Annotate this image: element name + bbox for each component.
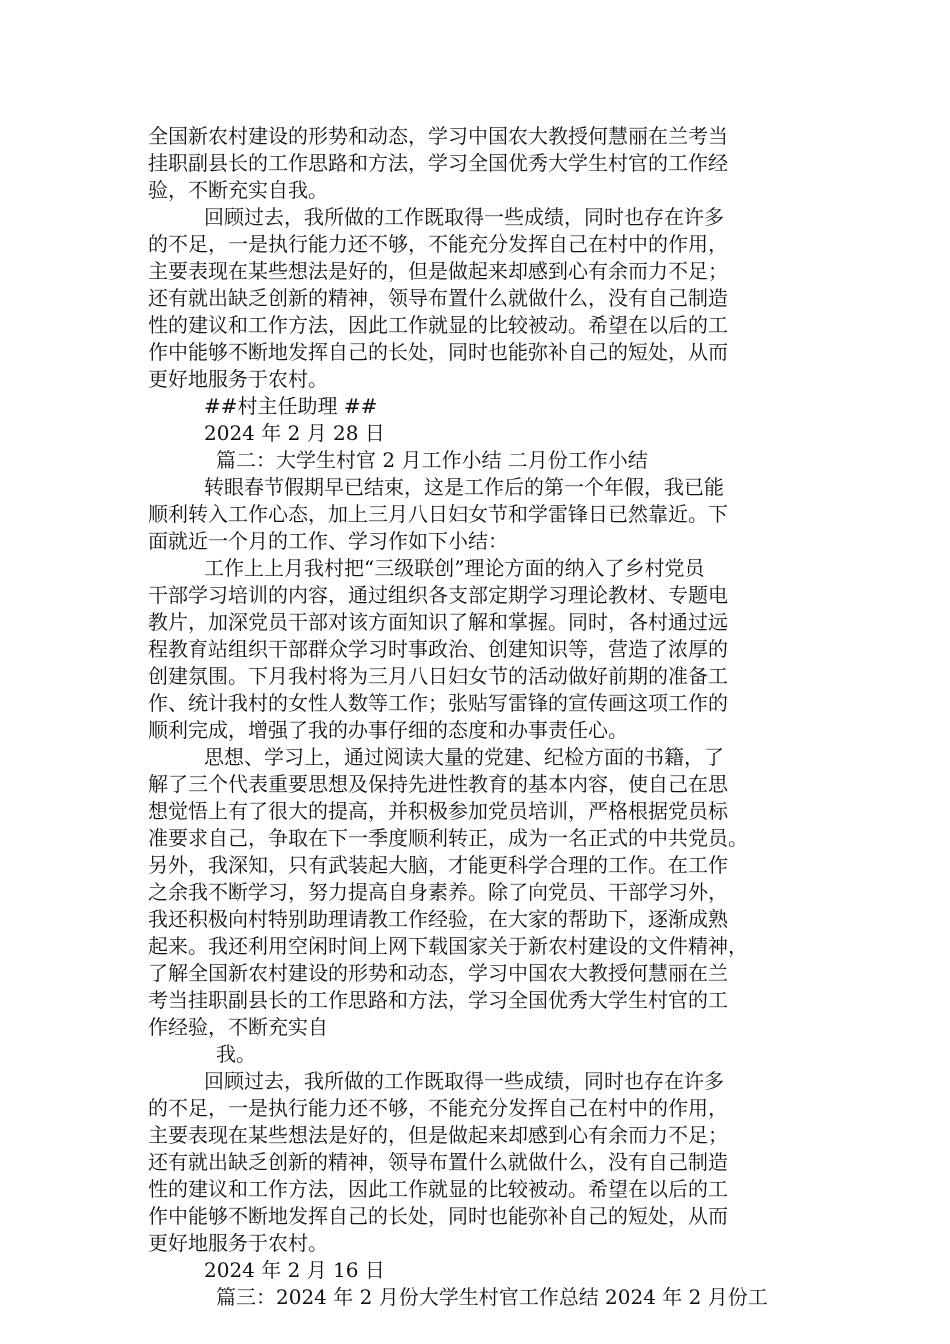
text-line: 思想、学习上，通过阅读大量的党建、纪检方面的书籍，了 — [204, 745, 724, 769]
text-line: 篇二：大学生村官 2 月工作小结 二月份工作小结 — [216, 448, 648, 472]
text-line: 干部学习培训的内容，通过组织各支部定期学习理论教材、专题电 — [148, 583, 728, 607]
text-line: 全国新农村建设的形势和动态，学习中国农大教授何慧丽在兰考当 — [148, 124, 728, 148]
text-line: ##村主任助理 ## — [204, 394, 378, 418]
text-line: 顺利转入工作心态，加上三月八日妇女节和学雷锋日已然靠近。下 — [148, 502, 728, 526]
document-body — [148, 123, 808, 1311]
text-line: 2024 年 2 月 16 日 — [204, 1258, 385, 1282]
text-line: 挂职副县长的工作思路和方法，学习全国优秀大学生村官的工作经 — [148, 151, 728, 175]
text-line: 考当挂职副县长的工作思路和方法，学习全国优秀大学生村官的工 — [148, 988, 728, 1012]
text-line: 准要求自己，争取在下一季度顺利转正，成为一名正式的中共党员。 — [148, 826, 748, 850]
text-line: 性的建议和工作方法，因此工作就显的比较被动。希望在以后的工 — [148, 1177, 728, 1201]
text-line: 主要表现在某些想法是好的，但是做起来却感到心有余而力不足； — [148, 259, 728, 283]
text-line: 还有就出缺乏创新的精神，领导布置什么就做什么，没有自己制造 — [148, 1150, 728, 1174]
text-line: 回顾过去，我所做的工作既取得一些成绩，同时也存在许多 — [204, 205, 724, 229]
text-line: 工作上上月我村把“三级联创”理论方面的纳入了乡村党员 — [204, 556, 705, 580]
text-line: 作中能够不断地发挥自己的长处，同时也能弥补自己的短处，从而 — [148, 1204, 728, 1228]
text-line: 解了三个代表重要思想及保持先进性教育的基本内容，使自己在思 — [148, 772, 728, 796]
text-line: 程教育站组织干部群众学习时事政治、创建知识等，营造了浓厚的 — [148, 637, 728, 661]
text-line: 更好地服务于农村。 — [148, 1231, 328, 1255]
text-line: 更好地服务于农村。 — [148, 367, 328, 391]
text-line: 回顾过去，我所做的工作既取得一些成绩，同时也存在许多 — [204, 1069, 724, 1093]
text-line: 转眼春节假期早已结束，这是工作后的第一个年假，我已能 — [204, 475, 724, 499]
text-line: 面就近一个月的工作、学习作如下小结： — [148, 529, 508, 553]
text-line: 作经验，不断充实自 — [148, 1015, 328, 1039]
text-line: 了解全国新农村建设的形势和动态，学习中国农大教授何慧丽在兰 — [148, 961, 728, 985]
text-line: 我还积极向村特别助理请教工作经验，在大家的帮助下，逐渐成熟 — [148, 907, 728, 931]
text-line: 作、统计我村的女性人数等工作；张贴写雷锋的宣传画这项工作的 — [148, 691, 728, 715]
text-line: 之余我不断学习，努力提高自身素养。除了向党员、干部学习外， — [148, 880, 728, 904]
text-line: 2024 年 2 月 28 日 — [204, 421, 385, 445]
text-line: 篇三：2024 年 2 月份大学生村官工作总结 2024 年 2 月份工 — [216, 1285, 768, 1309]
text-line: 我。 — [216, 1042, 256, 1066]
text-line: 主要表现在某些想法是好的，但是做起来却感到心有余而力不足； — [148, 1123, 728, 1147]
text-line: 性的建议和工作方法，因此工作就显的比较被动。希望在以后的工 — [148, 313, 728, 337]
text-line: 的不足，一是执行能力还不够，不能充分发挥自己在村中的作用， — [148, 232, 728, 256]
text-line: 作中能够不断地发挥自己的长处，同时也能弥补自己的短处，从而 — [148, 340, 728, 364]
text-line: 教片，加深党员干部对该方面知识了解和掌握。同时，各村通过远 — [148, 610, 728, 634]
text-line: 还有就出缺乏创新的精神，领导布置什么就做什么，没有自己制造 — [148, 286, 728, 310]
text-line: 想觉悟上有了很大的提高，并积极参加党员培训，严格根据党员标 — [148, 799, 728, 823]
text-line: 验，不断充实自我。 — [148, 178, 328, 202]
text-line: 另外，我深知，只有武装起大脑，才能更科学合理的工作。在工作 — [148, 853, 728, 877]
text-line: 起来。我还利用空闲时间上网下载国家关于新农村建设的文件精神， — [148, 934, 748, 958]
text-line: 创建氛围。下月我村将为三月八日妇女节的活动做好前期的准备工 — [148, 664, 728, 688]
text-line: 顺利完成，增强了我的办事仔细的态度和办事责任心。 — [148, 718, 628, 742]
text-line: 的不足，一是执行能力还不够，不能充分发挥自己在村中的作用， — [148, 1096, 728, 1120]
